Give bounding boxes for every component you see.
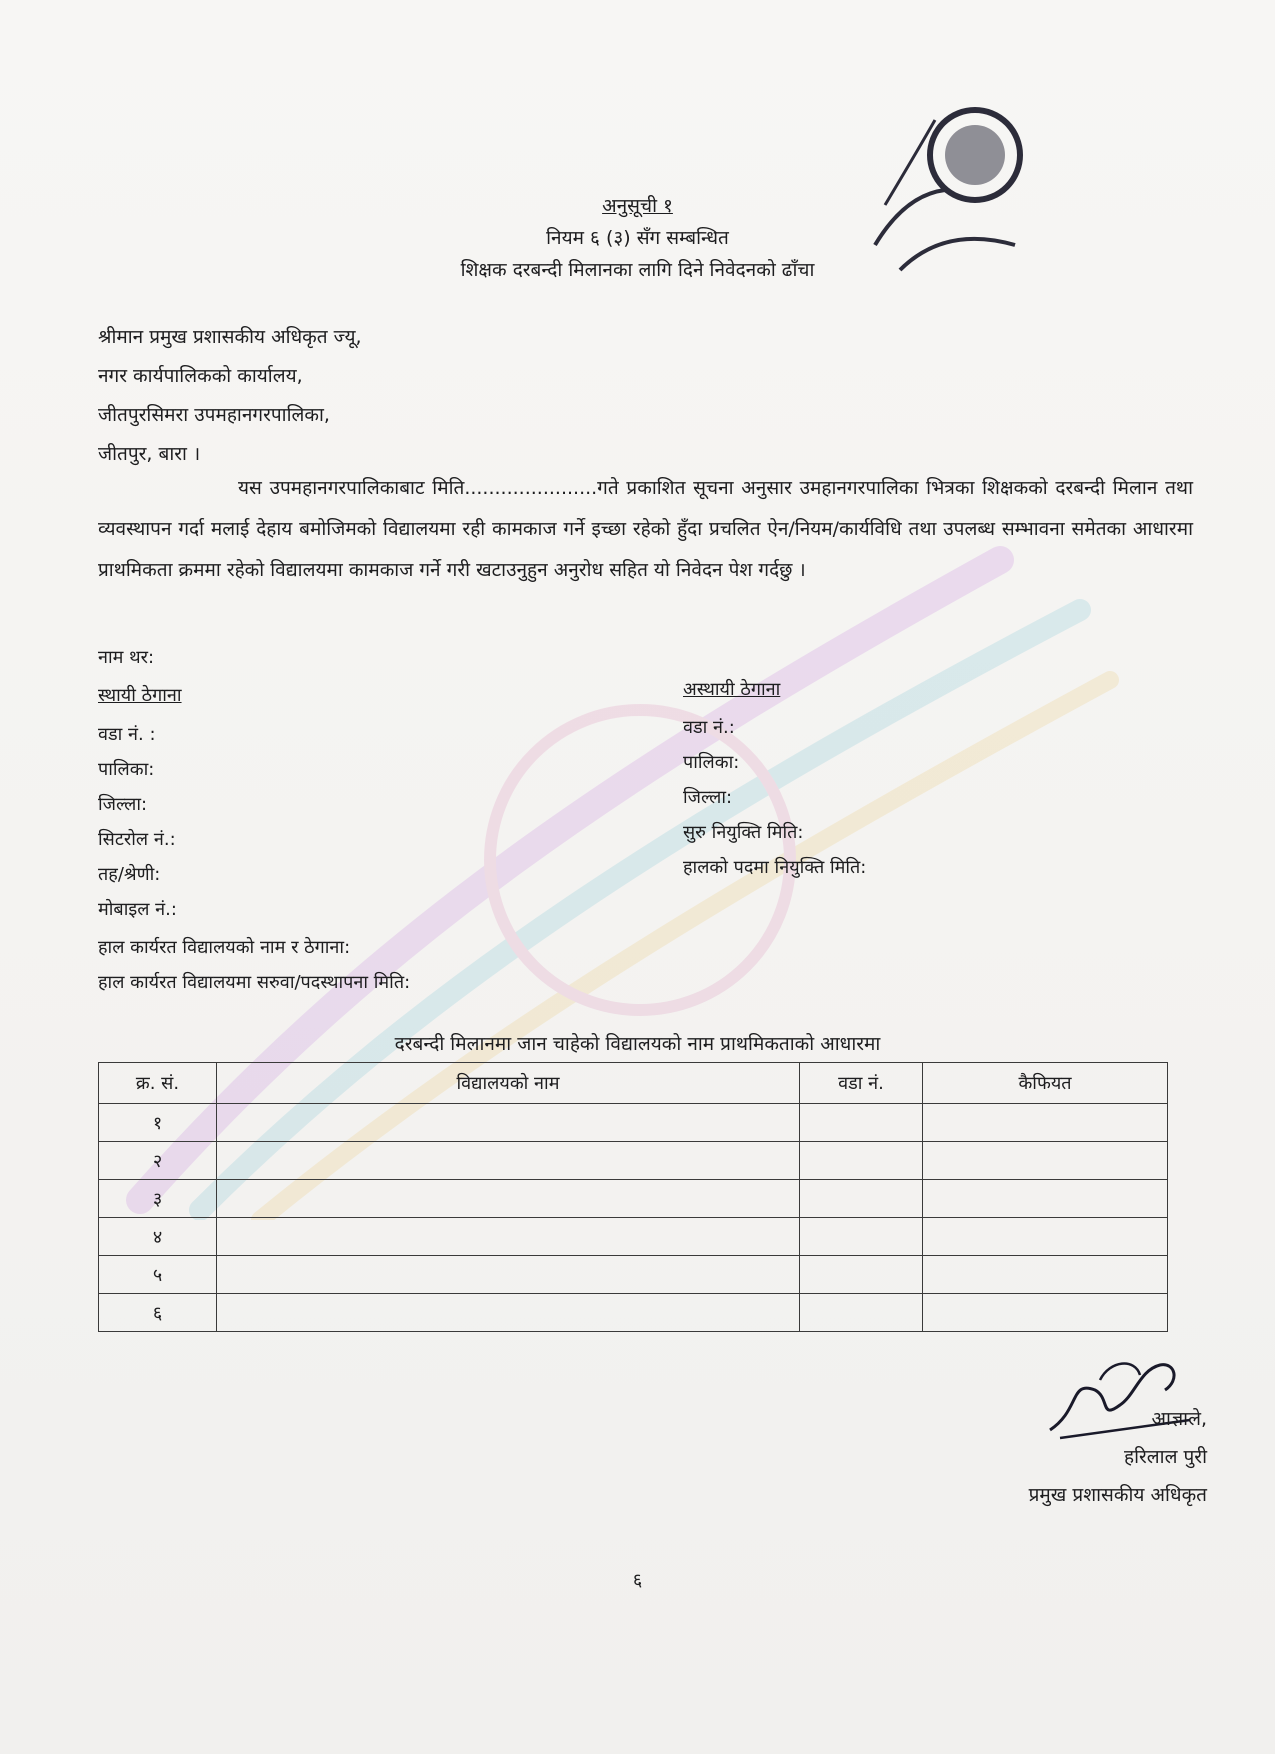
application-body: [98, 468, 1193, 591]
serial-cell: ३: [99, 1180, 217, 1218]
page-number: ६: [632, 1570, 643, 1591]
remarks-cell: [923, 1180, 1168, 1218]
school-name-cell: [217, 1104, 800, 1142]
school-priority-table: [98, 1062, 1168, 1332]
signatory-designation: प्रमुख प्रशासकीय अधिकृत: [1028, 1484, 1207, 1506]
address-line: जीतपुरसिमरा उपमहानगरपालिका,: [98, 404, 330, 426]
annex-label: अनुसूची १: [602, 195, 673, 217]
ward-cell: [800, 1180, 923, 1218]
table-row: [99, 1256, 1168, 1294]
document-title: शिक्षक दरबन्दी मिलानका लागि दिने निवेदनको ढाँचा: [460, 259, 815, 281]
ward-cell: [800, 1256, 923, 1294]
temporary-municipality-field: पालिका:: [683, 752, 740, 773]
permanent-district-field: जिल्ला:: [98, 794, 148, 815]
mobile-field: मोबाइल नं.:: [98, 899, 177, 920]
remarks-cell: [923, 1256, 1168, 1294]
permanent-ward-field: वडा नं. :: [98, 724, 156, 745]
school-name-cell: [217, 1180, 800, 1218]
temporary-ward-field: वडा नं.:: [683, 717, 735, 738]
serial-cell: ४: [99, 1218, 217, 1256]
table-caption: दरबन्दी मिलानमा जान चाहेको विद्यालयको नाम प्राथमिकताको आधारमा: [394, 1033, 881, 1055]
table-header-row: [99, 1063, 1168, 1104]
remarks-cell: [923, 1104, 1168, 1142]
signatory-name: हरिलाल पुरी: [1124, 1446, 1207, 1468]
signature-block: [1029, 1400, 1207, 1514]
ward-cell: [800, 1142, 923, 1180]
serial-cell: २: [99, 1142, 217, 1180]
col-ward-header: वडा नं.: [800, 1063, 923, 1104]
address-line: नगर कार्यपालिकको कार्यालय,: [98, 365, 303, 387]
table-row: [99, 1294, 1168, 1332]
current-post-appointment-date-field: हालको पदमा नियुक्ति मिति:: [683, 857, 867, 878]
serial-cell: ५: [99, 1256, 217, 1294]
address-line: श्रीमान प्रमुख प्रशासकीय अधिकृत ज्यू,: [98, 326, 362, 348]
sheet-roll-field: सिटरोल नं.:: [98, 829, 176, 850]
school-name-cell: [217, 1256, 800, 1294]
permanent-municipality-field: पालिका:: [98, 759, 155, 780]
ward-cell: [800, 1218, 923, 1256]
current-school-field: हाल कार्यरत विद्यालयको नाम र ठेगाना:: [98, 937, 351, 958]
body-text: यस उपमहानगरपालिकाबाट मिति......................गते प्रकाशित सूचना अनुसार उमहानगरपालिका भित्रका शिक्षकको दरबन्दी मिलान तथा व्यवस्थापन गर्दा मलाई देहाय बमोजिमको विद्यालयमा रही कामकाज गर्ने इच्छा रहेको हुँदा प्रचलित ऐन/नियम/कार्यविधि तथा उपलब्ध सम्भावना समेतका आधारमा प्राथमिकता क्रममा रहेको विद्यालयमा कामकाज गर्ने गरी खटाउनुहुन अनुरोध सहित यो निवेदन पेश गर्दछु ।: [98, 477, 1193, 581]
rule-reference: नियम ६ (३) सँग सम्बन्धित: [546, 227, 729, 249]
temporary-district-field: जिल्ला:: [683, 787, 733, 808]
name-field: नाम थर:: [98, 647, 155, 668]
ward-cell: [800, 1104, 923, 1142]
table-row: [99, 1142, 1168, 1180]
document-header: [0, 190, 1275, 286]
ward-cell: [800, 1294, 923, 1332]
school-name-cell: [217, 1294, 800, 1332]
school-name-cell: [217, 1218, 800, 1256]
transfer-date-field: हाल कार्यरत विद्यालयमा सरुवा/पदस्थापना मिति:: [98, 972, 411, 993]
col-serial-header: क्र. सं.: [99, 1063, 217, 1104]
address-line: जीतपुर, बारा ।: [98, 443, 201, 465]
temporary-address-heading: अस्थायी ठेगाना: [683, 679, 781, 700]
by-order-text: आज्ञाले,: [1151, 1408, 1207, 1430]
table-row: [99, 1218, 1168, 1256]
col-school-name-header: विद्यालयको नाम: [217, 1063, 800, 1104]
serial-cell: १: [99, 1104, 217, 1142]
level-grade-field: तह/श्रेणी:: [98, 864, 161, 885]
first-appointment-date-field: सुरु नियुक्ति मिति:: [683, 822, 804, 843]
school-name-cell: [217, 1142, 800, 1180]
remarks-cell: [923, 1142, 1168, 1180]
table-row: [99, 1180, 1168, 1218]
remarks-cell: [923, 1294, 1168, 1332]
remarks-cell: [923, 1218, 1168, 1256]
table-row: [99, 1104, 1168, 1142]
serial-cell: ६: [99, 1294, 217, 1332]
permanent-address-heading: स्थायी ठेगाना: [98, 685, 182, 706]
col-remarks-header: कैफियत: [923, 1063, 1168, 1104]
recipient-address: [98, 318, 362, 474]
